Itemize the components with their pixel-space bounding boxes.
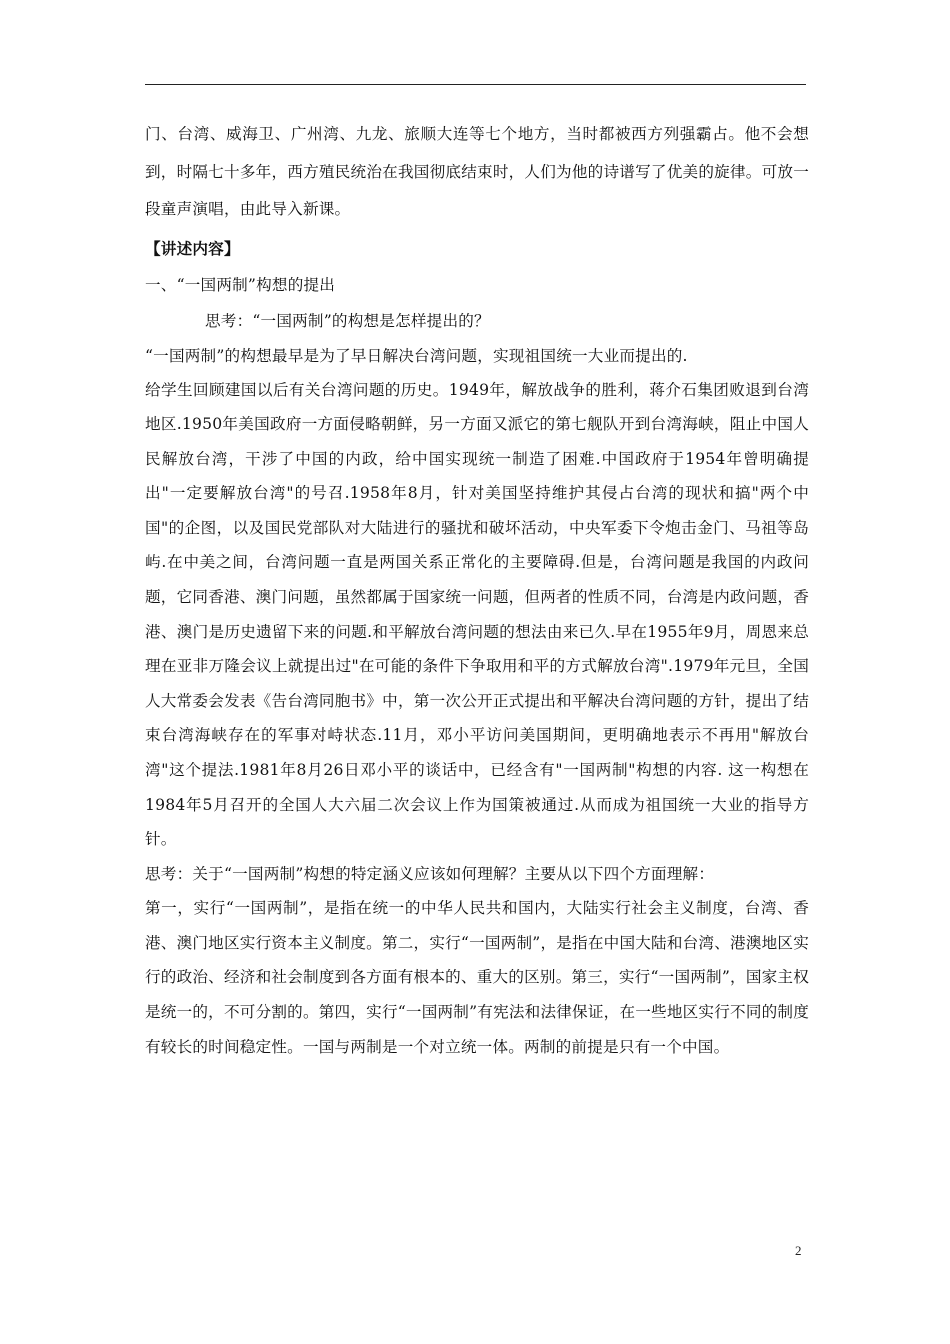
question-2: 思考：关于“一国两制”构想的特定涵义应该如何理解？主要从以下四个方面理解： <box>145 864 715 883</box>
meaning-paragraph: 第一，实行“一国两制”，是指在统一的中华人民共和国内，大陆实行社会主义制度，台湾、香港、澳门地区实行资本主义制度。第二，实行“一国两制”，是指在中国大陆和台湾、港澳地区实行的政治、经济和社会制度到各方面有根本的、重大的区别。第三，实行“一国两制”，国家主权是统一的，不可分割的。第四，实行“一国两制”有宪法和法律保证，在一些地区实行不同的制度有较长的时间稳定性。一国与两制是一个对立统一体。两制的前提是只有一个中国。 <box>145 898 809 1056</box>
section-1-title: 一、“一国两制”构想的提出 <box>145 275 336 294</box>
document-body <box>145 120 809 1065</box>
page-number: 2 <box>795 1243 802 1258</box>
question-1: 思考：“一国两制”的构想是怎样提出的？ <box>205 311 490 330</box>
answer-1: “一国两制”的构想最早是为了早日解决台湾问题，实现祖国统一大业而提出的. <box>145 346 688 365</box>
intro-paragraph: 门、台湾、威海卫、广州湾、九龙、旅顺大连等七个地方，当时都被西方列强霸占。他不会想到，时隔七十多年，西方殖民统治在我国彻底结束时，人们为他的诗谱写了优美的旋律。可放一段童声演唱，由此导入新课。 <box>145 125 809 218</box>
lecture-content-heading: 【讲述内容】 <box>145 238 240 258</box>
history-paragraph: 给学生回顾建国以后有关台湾问题的历史。1949年，解放战争的胜利，蒋介石集团败退到台湾地区.1950年美国政府一方面侵略朝鲜，另一方面又派它的第七舰队开到台湾海峡，阻止中国人民解放台湾，干涉了中国的内政，给中国实现统一制造了困难.中国政府于1954年曾明确提出"一定要解放台湾"的号召.1958年8月，针对美国坚持维护其侵占台湾的现状和搞"两个中国"的企图，以及国民党部队对大陆进行的骚扰和破坏活动，中央军委下令炮击金门、马祖等岛屿.在中美之间，台湾问题一直是两国关系正常化的主要障碍.但是，台湾问题是我国的内政问题，它同香港、澳门问题，虽然都属于国家统一问题，但两者的性质不同，台湾是内政问题，香港、澳门是历史遗留下来的问题.和平解放台湾问题的想法由来已久.早在1955年9月，周恩来总理在亚非万隆会议上就提出过"在可能的条件下争取用和平的方式解放台湾".1979年元旦，全国人大常委会发表《告台湾同胞书》中，第一次公开正式提出和平解决台湾问题的方针，提出了结束台湾海峡存在的军事对峙状态.11月，邓小平访问美国期间，更明确地表示不再用"解放台湾"这个提法.1981年8月26日邓小平的谈话中，已经含有"一国两制"构想的内容. 这一构想在1984年5月召开的全国人大六届二次会议上作为国策被通过.从而成为祖国统一大业的指导方针。 <box>145 380 809 849</box>
header-rule <box>145 84 806 85</box>
